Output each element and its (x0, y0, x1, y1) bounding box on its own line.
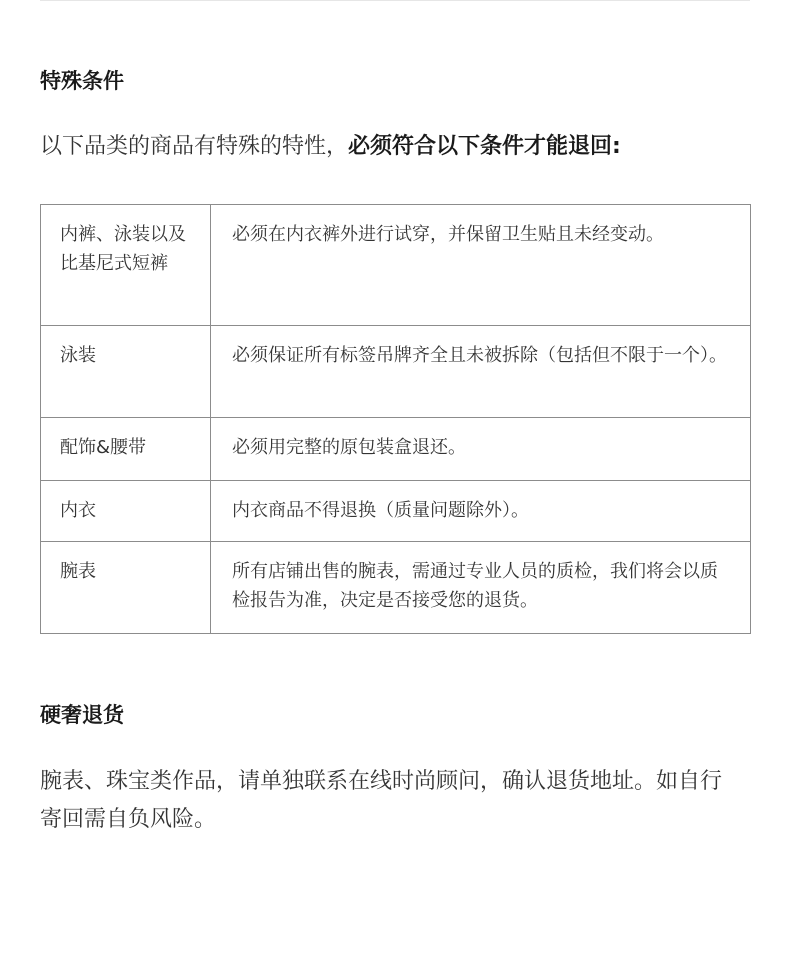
section-heading-special-conditions: 特殊条件 (40, 69, 124, 93)
category-cell: 泳装 (41, 326, 211, 418)
rule-cell: 所有店铺出售的腕表，需通过专业人员的质检，我们将会以质检报告为准，决定是否接受您的退货。 (211, 542, 751, 634)
table-row (41, 326, 751, 418)
rule-cell: 必须在内衣裤外进行试穿，并保留卫生贴且未经变动。 (211, 205, 751, 326)
rule-cell: 内衣商品不得退换（质量问题除外）。 (211, 481, 751, 542)
category-cell: 腕表 (41, 542, 211, 634)
table-row (41, 205, 751, 326)
table-row (41, 418, 751, 481)
category-cell: 内裤、泳装以及比基尼式短裤 (41, 205, 211, 326)
top-divider (40, 0, 750, 1)
table-row (41, 542, 751, 634)
special-conditions-intro (40, 131, 621, 163)
luxury-returns-text: 腕表、珠宝类作品，请单独联系在线时尚顾问，确认退货地址。如自行寄回需自负风险。 (40, 769, 723, 832)
special-conditions-table (40, 204, 751, 634)
intro-emphasis: 必须符合以下条件才能退回: (348, 134, 621, 159)
rule-cell: 必须保证所有标签吊牌齐全且未被拆除（包括但不限于一个）。 (211, 326, 751, 418)
category-cell: 内衣 (41, 481, 211, 542)
rule-cell: 必须用完整的原包装盒退还。 (211, 418, 751, 481)
section-heading-luxury-returns: 硬奢退货 (40, 703, 124, 727)
intro-text: 以下品类的商品有特殊的特性， (40, 134, 349, 159)
table-row (41, 481, 751, 542)
category-cell: 配饰&腰带 (41, 418, 211, 481)
